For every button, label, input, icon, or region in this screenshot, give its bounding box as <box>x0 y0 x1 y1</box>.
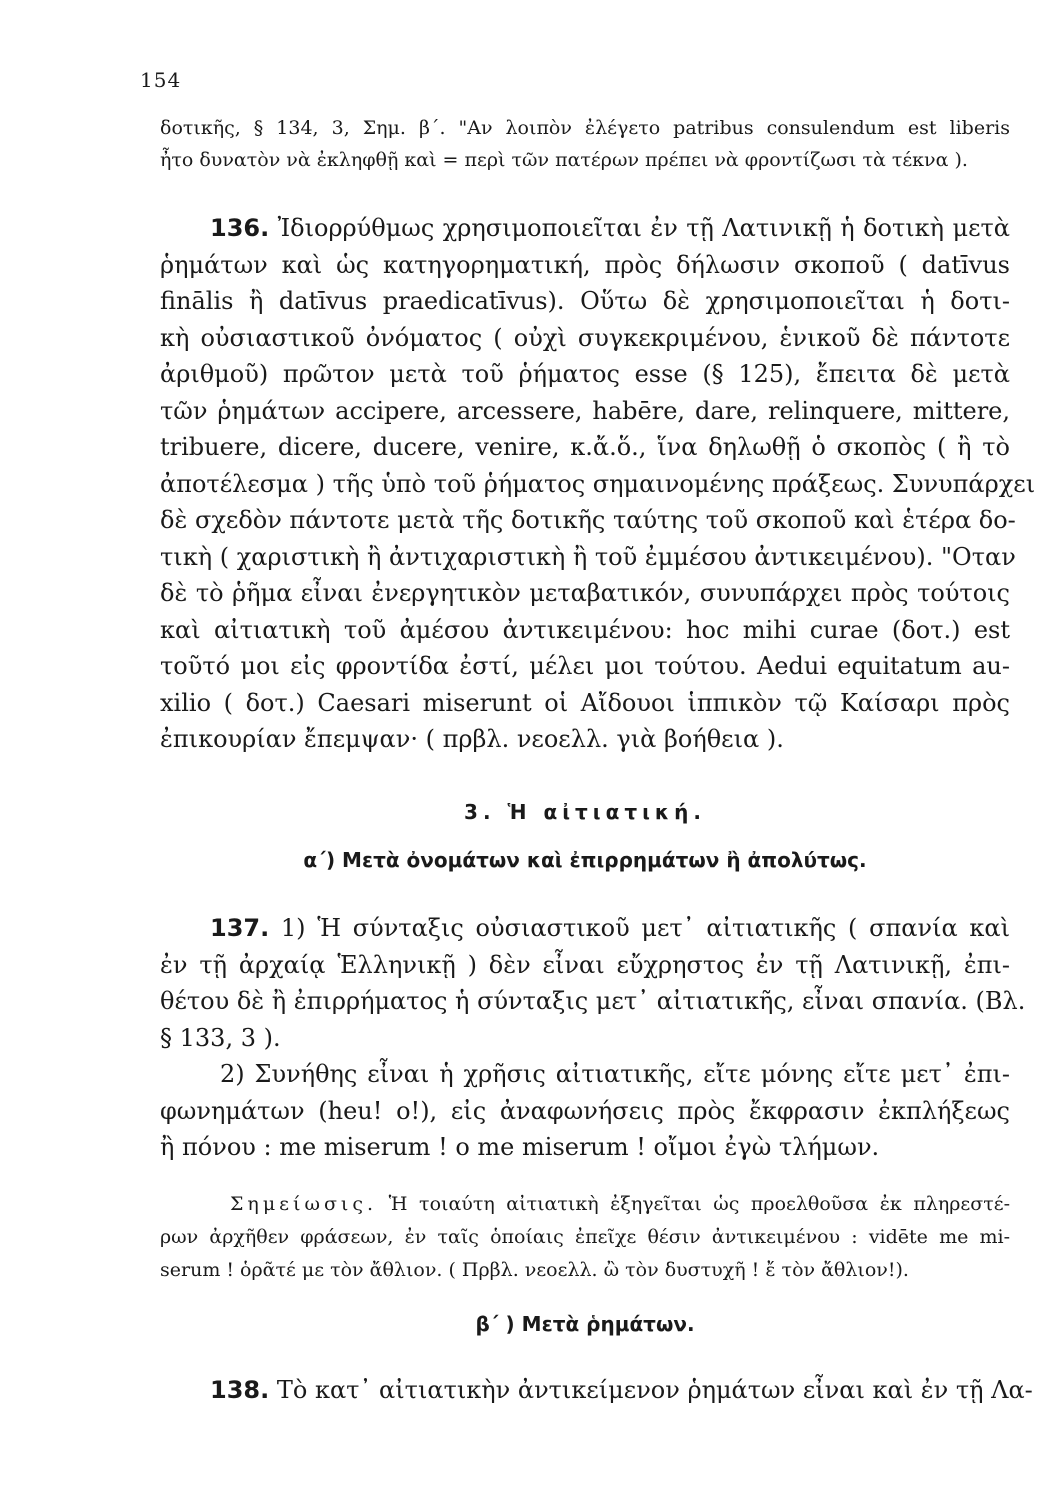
section-heading: 3. Ἡ αἰτιατική. <box>464 800 706 824</box>
paragraph-line: τοῦτό μοι εἰς φροντίδα ἐστί, μέλει μοι τούτου. Aedui equitatum au- <box>160 652 1010 680</box>
paragraph-line: xilio ( δοτ.) Caesari miserunt οἱ Αἴδουοι ἱππικὸν τῷ Καίσαρι πρὸς <box>160 688 1010 717</box>
paragraph-137 <box>160 910 1026 1166</box>
paragraph-line: ἐν τῇ ἀρχαίᾳ Ἑλληνικῇ ) δὲν εἶναι εὔχρηστος ἐν τῇ Λατινικῇ, ἐπι- <box>160 950 1010 979</box>
footnote-continuation <box>160 112 1010 176</box>
footnote-line: ἦτο δυνατὸν νὰ ἐκληφθῇ καὶ = περὶ τῶν πατέρων πρέπει νὰ φροντίζωσι τὰ τέκνα ). <box>160 149 968 171</box>
paragraph-line: κὴ οὐσιαστικοῦ ὀνόματος ( οὐχὶ συγκεκριμένου, ἑνικοῦ δὲ πάντοτε <box>160 323 1010 352</box>
footnote-line: δοτικῆς, § 134, 3, Σημ. β΄. "Αν λοιπὸν ἐλέγετο patribus consulendum est liberis <box>160 117 1010 139</box>
paragraph-line: § 133, 3 ). <box>160 1023 281 1052</box>
paragraph-line: ἀριθμοῦ) πρῶτον μετὰ τοῦ ῥήματος esse (§ 125), ἔπειτα δὲ μετὰ <box>160 360 1010 388</box>
paragraph-number: 136. <box>210 214 270 242</box>
paragraph-line: tribuere, dicere, ducere, venire, κ.ἄ.ὅ., ἵνα δηλωθῇ ὁ σκοπὸς ( ἢ τὸ <box>160 433 1010 461</box>
note-block <box>160 1188 1010 1287</box>
paragraph-first-line <box>160 910 1010 947</box>
note-line-text: Ἡ τοιαύτη αἰτιατικὴ ἐξηγεῖται ὡς προελθοῦσα ἐκ πληρεστέ- <box>388 1193 1010 1215</box>
paragraph-136 <box>160 210 1036 758</box>
paragraph-line: τικὴ ( χαριστικὴ ἢ ἀντιχαριστικὴ ἢ τοῦ ἐμμέσου ἀντικειμένου). "Οταν <box>160 542 1016 571</box>
paragraph-line: δὲ σχεδὸν πάντοτε μετὰ τῆς δοτικῆς ταύτης τοῦ σκοποῦ καὶ ἑτέρα δο- <box>160 506 1016 534</box>
paragraph-first-line <box>160 1372 1033 1409</box>
paragraph-first-line <box>160 210 1010 247</box>
note-label: Σημείωσις. <box>230 1193 378 1215</box>
paragraph-line-text: Τὸ κατ᾽ αἰτιατικὴν ἀντικείμενον ῥημάτων εἶναι καὶ ἐν τῇ Λα- <box>276 1376 1033 1404</box>
paragraph-line-text: 1) Ἡ σύνταξις οὐσιαστικοῦ μετ᾽ αἰτιατικῆς ( σπανία καὶ <box>280 914 1010 942</box>
paragraph-line: δὲ τὸ ῥῆμα εἶναι ἐνεργητικὸν μεταβατικόν, συνυπάρχει πρὸς τούτοις <box>160 579 1010 607</box>
paragraph-line: ῥημάτων καὶ ὡς κατηγορηματική, πρὸς δήλωσιν σκοποῦ ( datīvus <box>160 250 1010 279</box>
paragraph-line: finālis ἢ datīvus praedicatīvus). Οὕτω δὲ χρησιμοποιεῖται ἡ δοτι- <box>160 287 1010 315</box>
page-number: 154 <box>140 68 182 92</box>
paragraph-line: ἢ πόνου : me miserum ! o me miserum ! οἴμοι ἐγὼ τλήμων. <box>160 1133 880 1161</box>
paragraph-line: ἐπικουρίαν ἔπεμψαν· ( πρβλ. νεοελλ. γιὰ βοήθεια ). <box>160 725 784 753</box>
paragraph-line: τῶν ῥημάτων accipere, arcessere, habēre, dare, relinquere, mittere, <box>160 396 1010 425</box>
paragraph-138 <box>160 1372 1033 1409</box>
paragraph-line: 2) Συνήθης εἶναι ἡ χρῆσις αἰτιατικῆς, εἴτε μόνης εἴτε μετ᾽ ἐπι- <box>220 1060 1010 1088</box>
subheading-b: β΄ ) Μετὰ ῥημάτων. <box>475 1312 695 1336</box>
paragraph-line-text: Ἰδιορρύθμως χρησιμοποιεῖται ἐν τῇ Λατινικῇ ἡ δοτικὴ μετὰ <box>277 214 1010 242</box>
paragraph-line: ἀποτέλεσμα ) τῆς ὑπὸ τοῦ ῥήματος σημαινομένης πράξεως. Συνυπάρχει <box>160 469 1036 498</box>
subheading-a: α΄) Μετὰ ὀνομάτων καὶ ἐπιρρημάτων ἢ ἀπολύτως. <box>303 848 867 872</box>
paragraph-number: 138. <box>210 1376 270 1404</box>
note-line: serum ! ὁρᾶτέ με τὸν ἄθλιον. ( Πρβλ. νεοελλ. ὢ τὸν δυστυχῆ ! ἔ τὸν ἄθλιον!). <box>160 1259 909 1281</box>
note-first-line <box>160 1188 1010 1221</box>
paragraph-number: 137. <box>210 914 270 942</box>
paragraph-line: θέτου δὲ ἢ ἐπιρρήματος ἡ σύνταξις μετ᾽ αἰτιατικῆς, εἶναι σπανία. (Βλ. <box>160 987 1026 1015</box>
note-line: ρων ἀρχῆθεν φράσεων, ἐν ταῖς ὁποίαις ἐπεῖχε θέσιν ἀντικειμένου : vidēte me mi- <box>160 1226 1010 1248</box>
paragraph-line: καὶ αἰτιατικὴ τοῦ ἀμέσου ἀντικειμένου: hoc mihi curae (δοτ.) est <box>160 615 1010 644</box>
paragraph-line: φωνημάτων (heu! o!), εἰς ἀναφωνήσεις πρὸς ἔκφρασιν ἐκπλήξεως <box>160 1096 1010 1125</box>
